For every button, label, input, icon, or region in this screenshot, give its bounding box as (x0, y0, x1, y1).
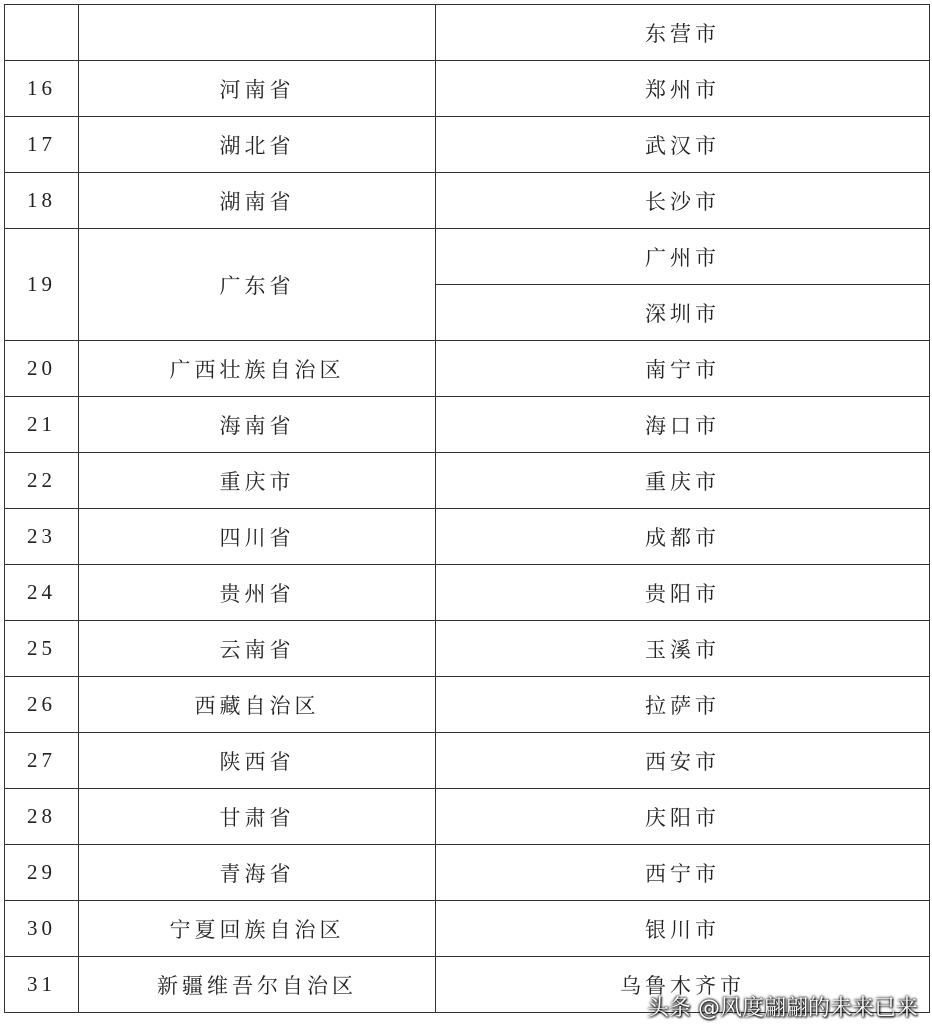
table-row (5, 117, 930, 173)
row-number-cell: 20 (5, 341, 79, 397)
province-cell: 青海省 (79, 845, 436, 901)
table-row (5, 5, 930, 61)
city-cell: 深圳市 (436, 285, 930, 341)
table-row (5, 677, 930, 733)
table-row (5, 733, 930, 789)
row-number-cell: 24 (5, 565, 79, 621)
province-cell (79, 5, 436, 61)
row-number-cell (5, 5, 79, 61)
province-cell: 湖北省 (79, 117, 436, 173)
row-number-cell: 26 (5, 677, 79, 733)
city-cell: 重庆市 (436, 453, 930, 509)
row-number-cell: 23 (5, 509, 79, 565)
province-cell: 广东省 (79, 229, 436, 341)
province-cell: 宁夏回族自治区 (79, 901, 436, 957)
province-cell: 陕西省 (79, 733, 436, 789)
table-row (5, 845, 930, 901)
row-number-cell: 31 (5, 957, 79, 1013)
city-cell: 成都市 (436, 509, 930, 565)
city-cell: 拉萨市 (436, 677, 930, 733)
city-cell: 武汉市 (436, 117, 930, 173)
city-cell: 郑州市 (436, 61, 930, 117)
city-cell: 庆阳市 (436, 789, 930, 845)
city-cell: 广州市 (436, 229, 930, 285)
province-cell: 贵州省 (79, 565, 436, 621)
city-cell: 乌鲁木齐市 (436, 957, 930, 1013)
city-cell: 银川市 (436, 901, 930, 957)
row-number-cell: 19 (5, 229, 79, 341)
city-cell: 西宁市 (436, 845, 930, 901)
city-cell: 东营市 (436, 5, 930, 61)
city-cell: 南宁市 (436, 341, 930, 397)
row-number-cell: 28 (5, 789, 79, 845)
table-body (5, 5, 930, 1013)
row-number-cell: 22 (5, 453, 79, 509)
table-row (5, 509, 930, 565)
province-cell: 新疆维吾尔自治区 (79, 957, 436, 1013)
province-cell: 云南省 (79, 621, 436, 677)
table-row (5, 173, 930, 229)
table-row (5, 341, 930, 397)
table-row (5, 621, 930, 677)
city-cell: 西安市 (436, 733, 930, 789)
city-cell: 海口市 (436, 397, 930, 453)
row-number-cell: 29 (5, 845, 79, 901)
row-number-cell: 25 (5, 621, 79, 677)
row-number-cell: 21 (5, 397, 79, 453)
province-cell: 河南省 (79, 61, 436, 117)
watermark-text: 头条 @风度翩翩的未来已来 (647, 996, 918, 1021)
province-cell: 湖南省 (79, 173, 436, 229)
province-cell: 海南省 (79, 397, 436, 453)
row-number-cell: 17 (5, 117, 79, 173)
province-cell: 广西壮族自治区 (79, 341, 436, 397)
city-table (4, 4, 930, 1013)
table-row (5, 397, 930, 453)
table-row (5, 565, 930, 621)
table-row (5, 229, 930, 285)
row-number-cell: 16 (5, 61, 79, 117)
province-cell: 西藏自治区 (79, 677, 436, 733)
row-number-cell: 18 (5, 173, 79, 229)
province-cell: 重庆市 (79, 453, 436, 509)
province-cell: 甘肃省 (79, 789, 436, 845)
city-cell: 长沙市 (436, 173, 930, 229)
row-number-cell: 27 (5, 733, 79, 789)
table-row (5, 789, 930, 845)
table-row (5, 61, 930, 117)
city-cell: 贵阳市 (436, 565, 930, 621)
province-cell: 四川省 (79, 509, 436, 565)
city-cell: 玉溪市 (436, 621, 930, 677)
table-row (5, 453, 930, 509)
table-row (5, 901, 930, 957)
row-number-cell: 30 (5, 901, 79, 957)
